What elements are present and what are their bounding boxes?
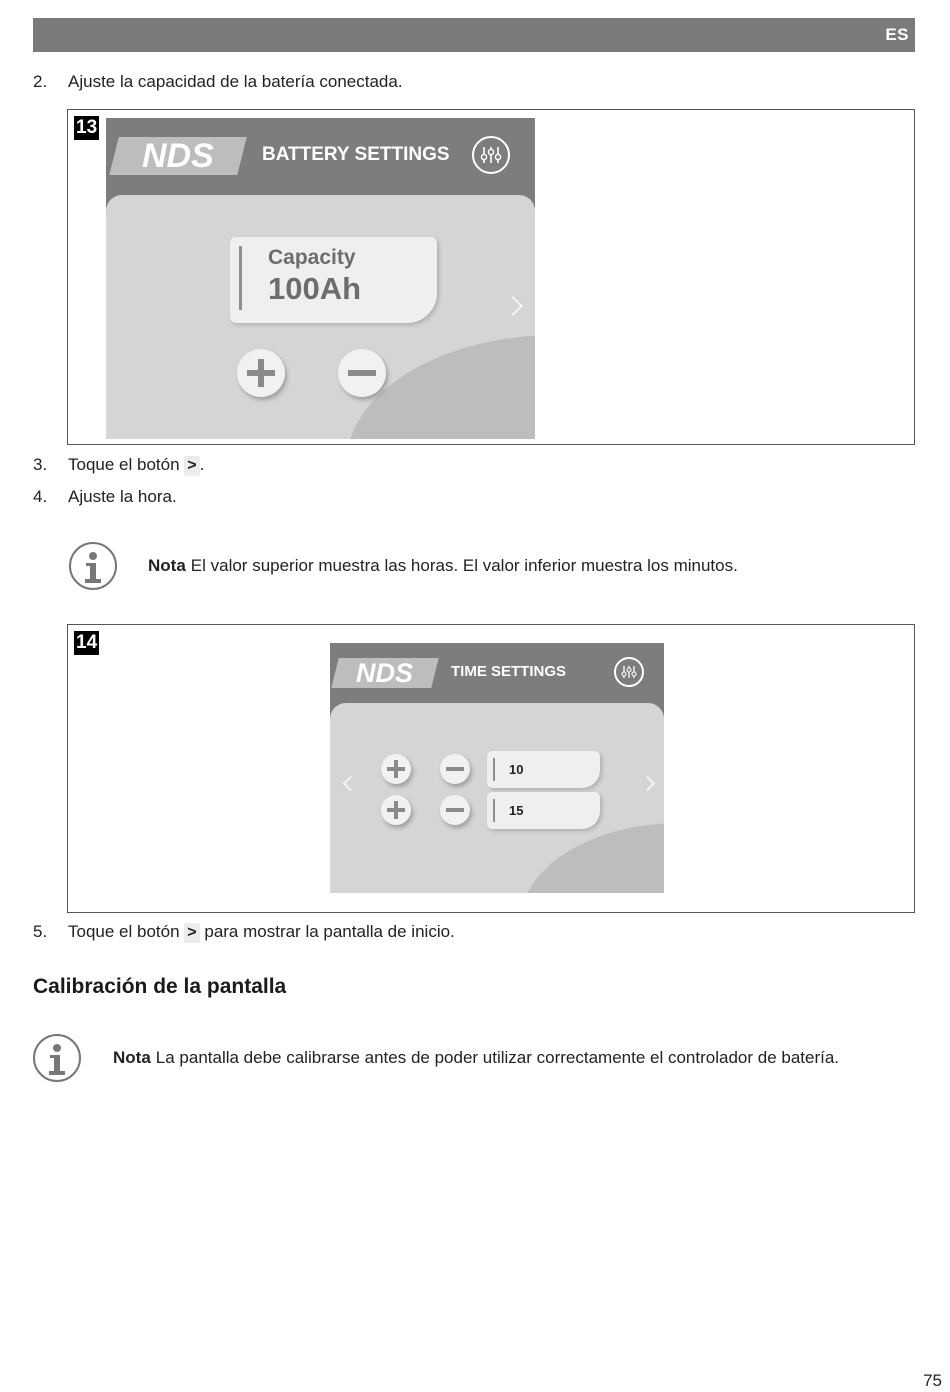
step-text-end: .	[199, 455, 205, 474]
minutes-plus-button[interactable]	[381, 795, 411, 825]
screen-title: TIME SETTINGS	[451, 663, 567, 680]
info-icon	[69, 542, 117, 590]
note-label: Nota	[148, 556, 186, 575]
step-number: 4.	[33, 487, 48, 506]
screen-body	[330, 703, 664, 893]
note-1	[148, 556, 738, 576]
note-2	[113, 1048, 839, 1068]
figure-13	[67, 109, 915, 445]
step-4	[33, 487, 177, 507]
chevron-right-icon[interactable]	[503, 296, 523, 316]
hours-value: 10	[509, 762, 524, 777]
figure-14	[67, 624, 915, 913]
minutes-card	[487, 792, 600, 829]
plus-button[interactable]	[237, 349, 285, 397]
nds-logo: NDS	[331, 658, 438, 688]
screen-body	[106, 195, 535, 439]
info-icon	[33, 1034, 81, 1082]
minus-icon	[446, 808, 464, 812]
minus-button[interactable]	[338, 349, 386, 397]
step-text: Ajuste la hora.	[68, 487, 177, 506]
chevron-right-icon[interactable]	[640, 776, 656, 792]
page-number: 75	[923, 1371, 942, 1390]
note-text: El valor superior muestra las horas. El valor inferior muestra los minutos.	[190, 556, 738, 575]
chevron-left-icon[interactable]	[343, 776, 359, 792]
minus-icon	[348, 370, 376, 376]
time-settings-screen	[330, 643, 664, 893]
capacity-value: 100Ah	[268, 271, 362, 306]
figure-label: 13	[76, 117, 98, 138]
capacity-label: Capacity	[268, 246, 356, 269]
settings-sliders-icon[interactable]	[472, 136, 510, 174]
step-number: 5.	[33, 922, 48, 941]
step-number: 2.	[33, 72, 48, 91]
hours-minus-button[interactable]	[440, 754, 470, 784]
language-code: ES	[885, 25, 909, 44]
step-5	[33, 922, 455, 943]
step-text: Toque el botón	[68, 455, 180, 474]
step-text-end: para mostrar la pantalla de inicio.	[204, 922, 455, 941]
section-heading: Calibración de la pantalla	[33, 975, 287, 998]
decorative-wave	[520, 823, 664, 893]
step-3	[33, 455, 204, 476]
next-key: >	[184, 456, 199, 476]
step-text: Ajuste la capacidad de la batería conectada.	[68, 72, 403, 91]
note-label: Nota	[113, 1048, 151, 1067]
screen-title: BATTERY SETTINGS	[262, 144, 450, 165]
note-text: La pantalla debe calibrarse antes de poder utilizar correctamente el controlador de batería.	[155, 1048, 840, 1067]
next-key: >	[184, 923, 199, 943]
minus-icon	[446, 767, 464, 771]
language-header-bar	[33, 18, 915, 52]
hours-card	[487, 751, 600, 788]
battery-settings-screen	[106, 118, 535, 439]
capacity-card	[230, 237, 437, 323]
figure-label: 14	[76, 632, 98, 653]
step-2	[33, 72, 403, 92]
nds-logo: NDS	[109, 137, 246, 175]
hours-plus-button[interactable]	[381, 754, 411, 784]
minutes-minus-button[interactable]	[440, 795, 470, 825]
minutes-value: 15	[509, 803, 524, 818]
step-text: Toque el botón	[68, 922, 180, 941]
step-number: 3.	[33, 455, 48, 474]
settings-sliders-icon[interactable]	[614, 657, 644, 687]
